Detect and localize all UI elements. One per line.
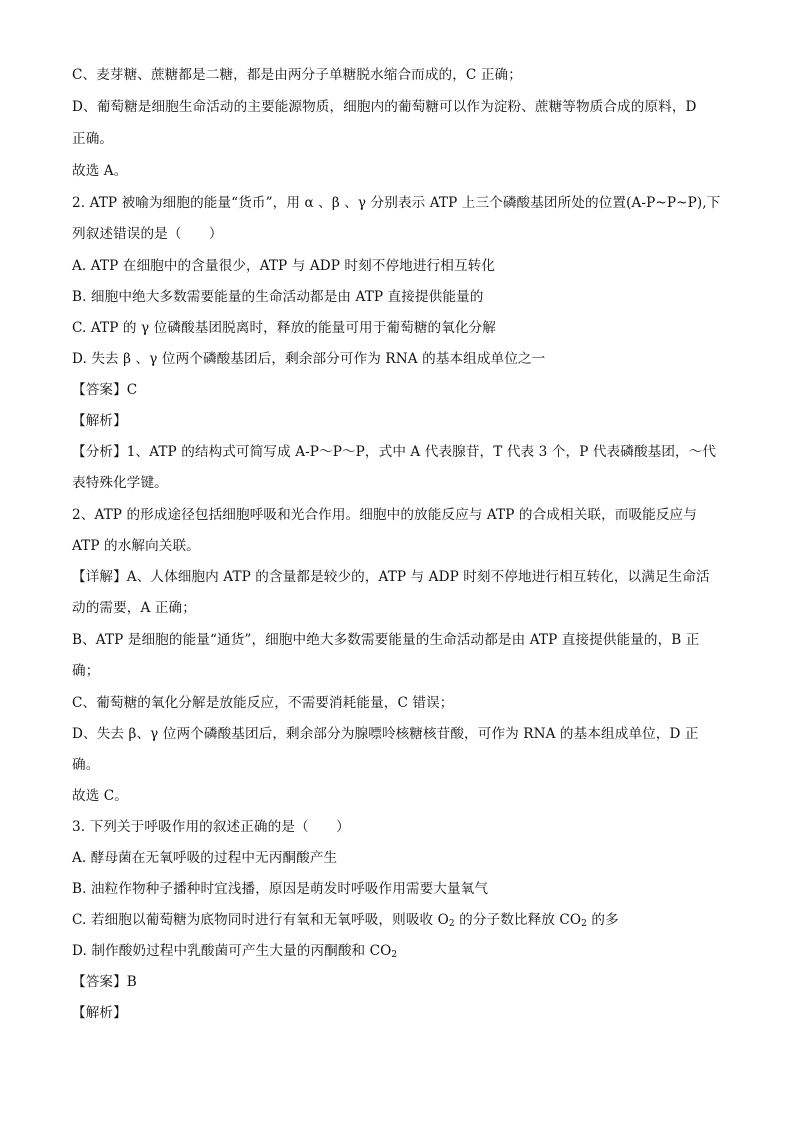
subscript: 2 (448, 919, 455, 929)
detail-text: 确； (72, 663, 100, 679)
text-line: C、麦芽糖、蔗糖都是二糖，都是由两分子单糖脱水缩合而成的，C 正确； (72, 67, 522, 83)
question-2-stem: 2. ATP 被喻为细胞的能量“货币”，用 α 、β 、γ 分别表示 ATP 上三个磷酸基团所处的位置(A-P~P~P),下 (72, 195, 721, 211)
question-3-answer: 【答案】B (72, 974, 137, 990)
detail-text: 【详解】A、人体细胞内 ATP 的含量都是较少的，ATP 与 ADP 时刻不停地进行相互转化，以满足生命活 (72, 569, 710, 585)
question-2-option-c: C. ATP 的 γ 位磷酸基团脱离时，释放的能量可用于葡萄糖的氧化分解 (72, 320, 496, 336)
analysis-text: 2、ATP 的形成途径包括细胞呼吸和光合作用。细胞中的放能反应与 ATP 的合成相关联，而吸能反应与 (72, 507, 697, 523)
analysis-text: ATP 的水解向关联。 (72, 538, 200, 554)
text-line: D、葡萄糖是细胞生命活动的主要能源物质，细胞内的葡萄糖可以作为淀粉、蔗糖等物质合成的原料，D (72, 99, 697, 115)
detail-text: 确。 (72, 757, 100, 773)
detail-text: C、葡萄糖的氧化分解是放能反应，不需要消耗能量，C 错误； (72, 695, 454, 711)
question-3-option-d (72, 942, 397, 960)
question-3-stem: 3. 下列关于呼吸作用的叙述正确的是（ ） (72, 819, 350, 835)
detail-text: 动的需要，A 正确； (72, 600, 196, 616)
detail-text: D、失去 β、γ 位两个磷酸基团后，剩余部分为腺嘌呤核糖核苷酸，可作为 RNA 的基本组成单位，D 正 (72, 726, 699, 742)
option-c-text: 的多 (586, 912, 619, 928)
question-3-option-c (72, 911, 619, 929)
question-2-option-b: B. 细胞中绝大多数需要能量的生命活动都是由 ATP 直接提供能量的 (72, 289, 484, 305)
option-c-text: 的分子数比释放 CO (454, 912, 582, 928)
question-3-analysis-heading: 【解析】 (72, 1005, 127, 1021)
question-2-answer: 【答案】C (72, 382, 138, 398)
text-line: 故选 A。 (72, 163, 128, 179)
question-2-option-a: A. ATP 在细胞中的含量很少，ATP 与 ADP 时刻不停地进行相互转化 (72, 258, 496, 274)
question-2-stem-cont: 列叙述错误的是（ ） (72, 226, 223, 242)
subscript: 2 (581, 919, 587, 929)
subscript: 2 (391, 950, 398, 960)
analysis-text: 表特殊化学键。 (72, 475, 168, 491)
text-line: 正确。 (72, 131, 114, 147)
question-3-option-b: B. 油粒作物种子播种时宜浅播，原因是萌发时呼吸作用需要大量氧气 (72, 881, 489, 897)
analysis-text: 【分析】1、ATP 的结构式可简写成 A-P～P～P，式中 A 代表腺苷，T 代表 3 个，P 代表磷酸基团，～代 (72, 444, 717, 460)
option-d-text: D. 制作酸奶过程中乳酸菌可产生大量的丙酮酸和 CO (72, 943, 392, 959)
question-2-option-d: D. 失去 β 、γ 位两个磷酸基团后，剩余部分可作为 RNA 的基本组成单位之一 (72, 351, 546, 367)
detail-text: 故选 C。 (72, 788, 129, 804)
option-c-text: C. 若细胞以葡萄糖为底物同时进行有氧和无氧呼吸，则吸收 O (72, 912, 449, 928)
detail-text: B、ATP 是细胞的能量“通货”，细胞中绝大多数需要能量的生命活动都是由 ATP 直接提供能量的，B 正 (72, 632, 700, 648)
question-3-option-a: A. 酵母菌在无氧呼吸的过程中无丙酮酸产生 (72, 850, 338, 866)
question-2-analysis-heading: 【解析】 (72, 413, 127, 429)
